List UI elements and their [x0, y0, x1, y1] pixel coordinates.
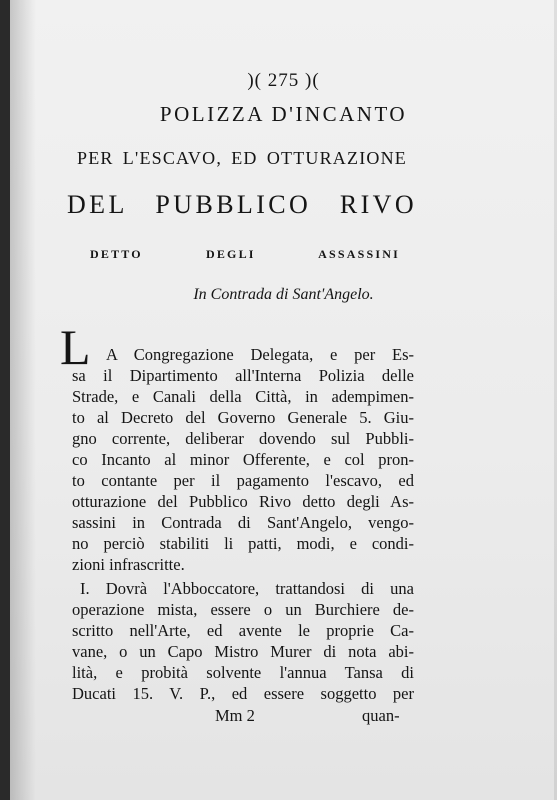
text-line: sa il Dipartimento all'Interna Polizia delle: [72, 366, 414, 385]
book-page: [10, 0, 557, 800]
title-line-1: POLIZZA D'INCANTO: [159, 102, 408, 126]
text-line: Strade, e Canali della Città, in adempimen-: [72, 387, 414, 406]
text-line: co Incanto al minor Offerente, e col pron-: [72, 450, 414, 469]
drop-cap: L: [60, 319, 91, 375]
text-line: gno corrente, deliberar dovendo sul Pubbli-: [72, 429, 414, 448]
title-line-2: PER L'ESCAVO, ED OTTURAZIONE: [77, 148, 407, 168]
signature-mark: Mm 2: [215, 706, 255, 725]
text-line: operazione mista, essere o un Burchiere de-: [72, 600, 414, 619]
text-line: sassini in Contrada di Sant'Angelo, vengo-: [72, 513, 414, 532]
subtitle: In Contrada di Sant'Angelo.: [193, 286, 374, 303]
text-line: A Congregazione Delegata, e per Es-: [106, 345, 414, 364]
text-line: lità, e probità solvente l'annua Tansa di: [72, 663, 414, 682]
catchword: quan-: [362, 706, 400, 725]
text-line: to al Decreto del Governo Generale 5. Giu-: [72, 408, 414, 427]
text-line: scritto nell'Arte, ed avente le proprie Ca-: [72, 621, 414, 640]
title-line-3: DEL PUBBLICO RIVO: [67, 190, 417, 219]
text-line: vane, o un Capo Mistro Murer di nota abi-: [72, 642, 414, 661]
text-line: zioni infrascritte.: [72, 555, 185, 574]
text-line: I. Dovrà l'Abboccatore, trattandosi di una: [80, 579, 414, 598]
title-line-4: DETTO DEGLI ASSASSINI: [90, 247, 400, 261]
page-number: )( 275 )(: [247, 70, 320, 91]
text-line: Ducati 15. V. P., ed essere soggetto per: [72, 684, 414, 703]
text-line: to contante per il pagamento l'escavo, ed: [72, 471, 414, 490]
text-line: otturazione del Pubblico Rivo detto degli As-: [72, 492, 414, 511]
text-line: no perciò stabiliti li patti, modi, e condi-: [72, 534, 414, 553]
